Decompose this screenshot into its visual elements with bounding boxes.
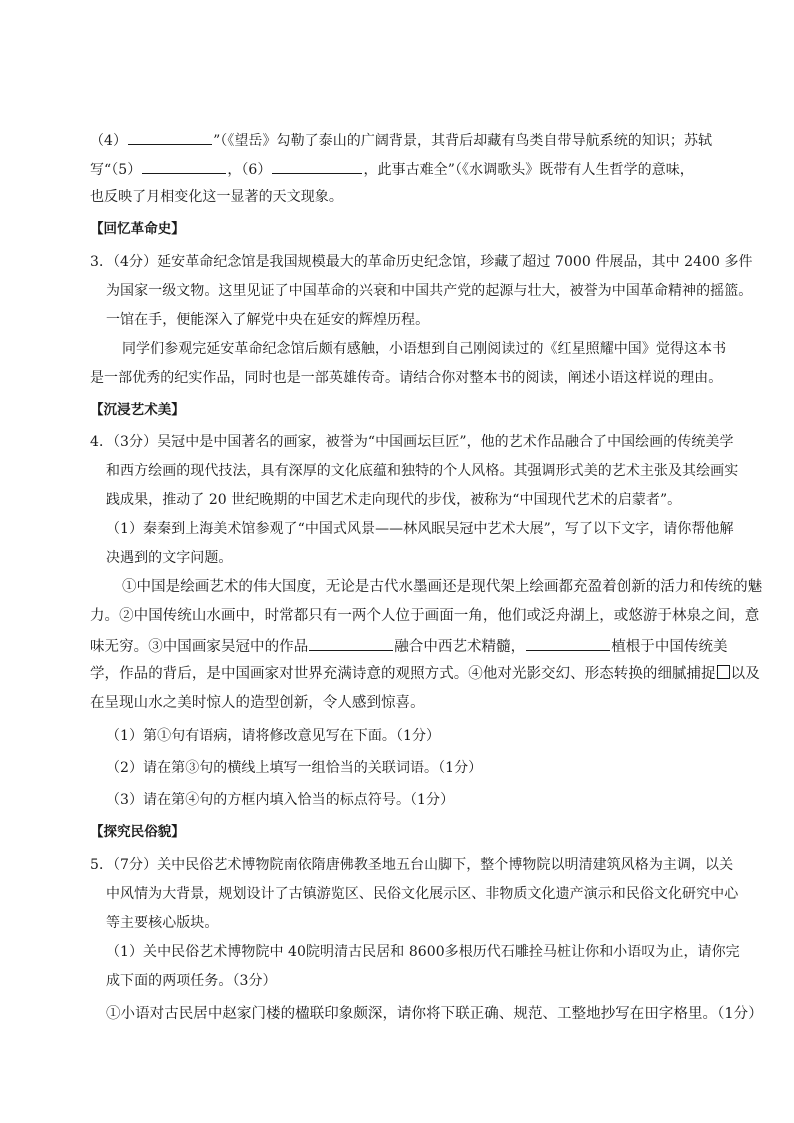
q3-line-5: 是一部优秀的纪实作品，同时也是一部英雄传奇。请结合你对整本书的阅读，阐述小语这样说的理由。 — [90, 370, 723, 386]
q4-line-1: 4．（3分）吴冠中是中国著名的画家，被誉为“中国画坛巨匠”，他的艺术作品融合了中国绘画的传统美学 — [90, 434, 734, 450]
q5-line-3: 等主要核心版块。 — [106, 915, 219, 931]
q4-passage-line-1: ①中国是绘画艺术的伟大国度，无论是古代水墨画还是现代架上绘画都充盈着创新的活力和传统的魅 — [122, 579, 763, 595]
connective-blank-2[interactable] — [526, 636, 610, 651]
section-heading-art: 【沉浸艺术美】 — [90, 402, 185, 418]
q3-line-3: 一馆在手，便能深入了解党中央在延安的辉煌历程。 — [106, 312, 430, 328]
text: 味无穷。③中国画家吴冠中的作品 — [90, 639, 309, 655]
poem-fill-line-2 — [90, 159, 694, 179]
q4-subq-2: （2）请在第③句的横线上填写一组恰当的关联词语。（1分） — [106, 760, 483, 776]
answer-blank-4[interactable] — [128, 130, 212, 145]
q3-line-1: 3．（4分）延安革命纪念馆是我国规模最大的革命历史纪念馆，珍藏了超过 7000 件展品，其中 2400 多件 — [90, 254, 753, 270]
text: 植根于中国传统美 — [611, 639, 728, 655]
text: 学，作品的背后，是中国画家对世界充满诗意的观照方式。④他对光影交幻、形态转换的细腻捕捉 — [90, 666, 716, 682]
text: 以及 — [730, 666, 760, 682]
text: ，（6） — [227, 162, 272, 178]
q4-line-2: 和西方绘画的现代技法，具有深厚的文化底蕴和独特的个人风格。其强调形式美的艺术主张及其绘画实 — [106, 463, 739, 479]
section-heading-folk: 【探究民俗貌】 — [90, 824, 185, 840]
connective-blank-1[interactable] — [309, 636, 393, 651]
answer-blank-6[interactable] — [272, 159, 362, 174]
q4-subq-1-line-2: 决遇到的文字问题。 — [106, 550, 233, 566]
q4-subq-3: （3）请在第④句的方框内填入恰当的标点符号。（1分） — [106, 792, 455, 808]
poem-fill-line-1 — [90, 130, 712, 150]
q5-line-1: 5．（7分）关中民俗艺术博物院南依隋唐佛教圣地五台山脚下，整个博物院以明清建筑风格为主调，以关 — [90, 857, 734, 873]
q4-passage-line-2: 力。②中国传统山水画中，时常都只有一两个人位于画面一角，他们或泛舟湖上，或悠游于林泉之间，意 — [90, 608, 760, 624]
q5-subq-1-line-2: 成下面的两项任务。（3分） — [106, 973, 277, 989]
text: ，此事古难全”（《水调歌头》既带有人生哲学的意味， — [363, 162, 694, 178]
text: 写“（5） — [90, 162, 142, 178]
q3-line-4: 同学们参观完延安革命纪念馆后颇有感触，小语想到自己刚阅读过的《红星照耀中国》觉得这本书 — [122, 341, 727, 357]
q5-line-2: 中风情为大背景，规划设计了古镇游览区、民俗文化展示区、非物质文化遗产演示和民俗文化研究中心 — [106, 886, 739, 902]
q4-passage-line-5: 在呈现山水之美时惊人的造型创新，令人感到惊喜。 — [90, 695, 425, 711]
q4-passage-line-3 — [90, 636, 728, 656]
answer-blank-5[interactable] — [142, 159, 226, 174]
q5-subq-1-line-1: （1）关中民俗艺术博物院中 40院明清古民居和 8600多根历代石雕拴马桩让你和小语叹为止，请你完 — [106, 944, 740, 960]
q5-task-1: ①小语对古民居中赵家门楼的楹联印象颇深，请你将下联正确、规范、工整地抄写在田字格里。（1分） — [106, 1006, 763, 1022]
text: ”（《望岳》勾勒了泰山的广阔背景，其背后却藏有鸟类自带导航系统的知识；苏轼 — [213, 133, 713, 149]
section-heading-revolution: 【回忆革命史】 — [90, 221, 185, 237]
text: 融合中西艺术精髓， — [394, 639, 526, 655]
poem-fill-line-3: 也反映了月相变化这一显著的天文现象。 — [90, 189, 343, 205]
punctuation-box[interactable] — [717, 665, 730, 679]
q4-line-3: 践成果，推动了 20 世纪晚期的中国艺术走向现代的步伐，被称为“中国现代艺术的启蒙者”。 — [106, 492, 682, 508]
q4-subq-1-line-1: （1）秦秦到上海美术馆参观了“中国式风景——林风眠吴冠中艺术大展”，写了以下文字，请你帮他解 — [106, 521, 734, 537]
q3-line-2: 为国家一级文物。这里见证了中国革命的兴衰和中国共产党的起源与壮大，被誉为中国革命精神的摇篮。 — [106, 283, 753, 299]
text: （4） — [90, 133, 128, 149]
q4-subq-1: （1）第①句有语病，请将修改意见写在下面。（1分） — [106, 728, 441, 744]
q4-passage-line-4 — [90, 665, 760, 683]
